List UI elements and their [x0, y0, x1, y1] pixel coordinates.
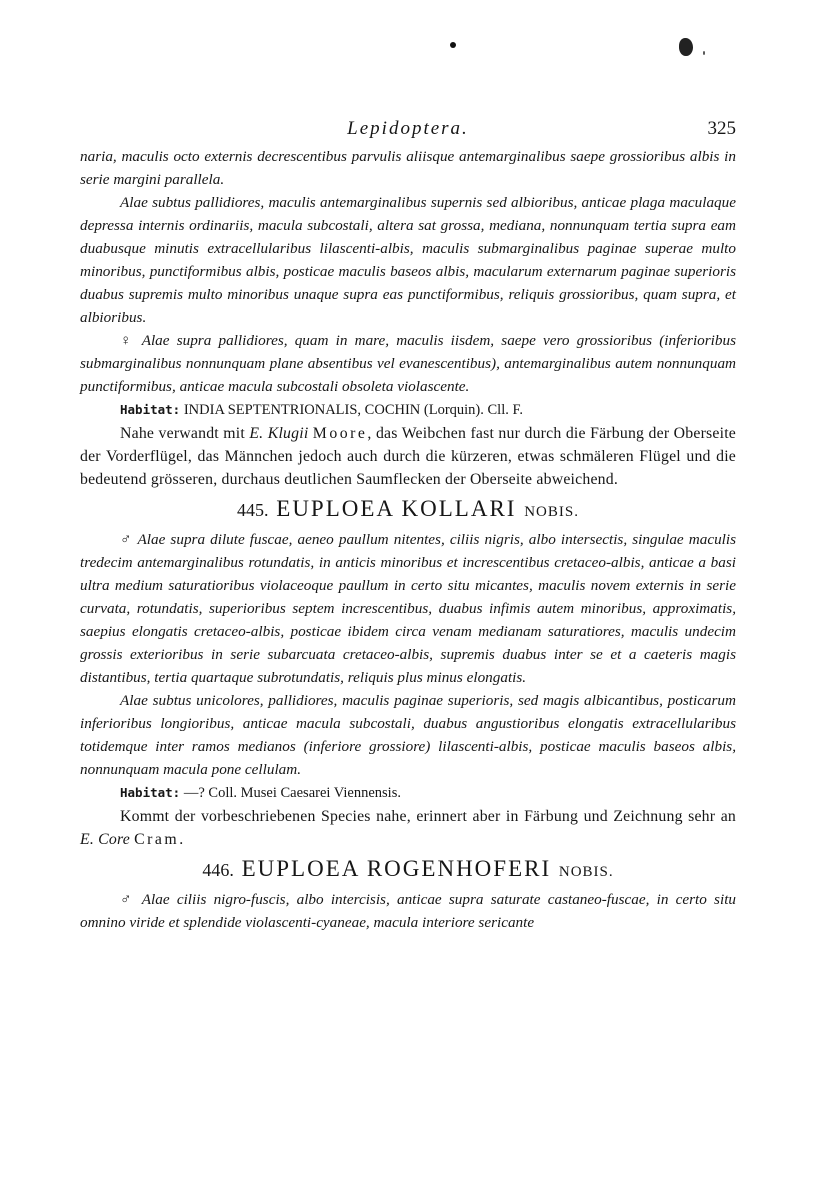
text-body: [80, 145, 736, 934]
species-author: NOBIS.: [524, 504, 579, 520]
species-heading-446: [80, 855, 736, 886]
species-445-underside: Alae subtus unicolores, pallidiores, maculis paginae superioris, sed magis albicantibus, posticarum inferioribus longioribus, anticae macula subcostali, duabus angustioribus elongatis extracellularibus totidemque inter ramos medianos (inferiore grossiore) lilascenti-albis, posticae maculis baseos albis, nonnunquam macula pone cellulam.: [80, 692, 736, 778]
female-symbol: ♀: [120, 332, 135, 349]
male-symbol: ♂: [120, 891, 135, 908]
species-445-upperside: [80, 528, 736, 689]
species-heading-445: [80, 495, 736, 526]
species-author: NOBIS.: [558, 864, 614, 880]
habitat-line-445: [80, 781, 736, 805]
ink-blot: [679, 38, 693, 56]
habitat-line: [80, 398, 736, 422]
species-name: EUPLOEA KOLLARI: [276, 496, 517, 521]
german-text: Kommt der vorbeschriebenen Species nahe, erinnert aber in Färbung und Zeichnung sehr an: [120, 808, 736, 825]
habitat-text: —? Coll. Musei Caesarei Viennensis.: [183, 785, 401, 801]
species-446-upperside: [80, 888, 736, 934]
upperside-text: Alae supra dilute fuscae, aeneo paullum nitentes, ciliis nigris, albo intersectis, singulae maculis tredecim antemarginalibus rotundatis, in anticis minoribus et increscentibus cretaceo-albis, anticae a basi ultra medium saturatioribus violaceoque paullum in certo situ micantes, maculis novem externis in serie curvata, rotundatis, superioribus septem increscentibus, duabus infimis autem minoribus, approximatis, saepius elongatis cretaceo-albis, posticae ibidem circa venam medianam saturatiores, maculis undecim grossis exterioribus in serie subarcuata cretaceo-albis, supremis duabus inter se et a caeteris magis distantibus, tertia quartaque subrotundatis, reliquis plus minus elongatis.: [80, 531, 737, 686]
species-reference: E. Klugii: [249, 425, 309, 442]
ink-spot: [450, 42, 456, 48]
author-reference: Cram.: [134, 831, 186, 848]
running-title: Lepidoptera.: [347, 118, 469, 139]
running-head: [80, 112, 736, 142]
german-note-445: [80, 805, 736, 851]
habitat-text: INDIA SEPTENTRIONALIS, COCHIN (Lorquin). Cll. F.: [183, 402, 524, 418]
page-number: 325: [707, 118, 736, 139]
species-reference: E. Core: [80, 831, 130, 848]
paragraph-continuation: naria, maculis octo externis decrescentibus parvulis aliisque antemarginalibus saepe grossioribus albis in serie margini parallela.: [80, 148, 736, 188]
paragraph-underside: Alae subtus pallidiores, maculis antemarginalibus supernis sed albioribus, anticae plaga maculaque depressa internis ordinariis, macula subcostali, altera sat grossa, mediana, nonnunquam tertia supra eam duabusque minutis extracellularibus lilascenti-albis, maculis submarginalibus paginae superae multo minoribus, punctiformibus albis, posticae maculis baseos albis, macularum externarum paginae superioris duabus supremis multo minoribus unaque supra eas punctiformibus, reliquis grossioribus, quam supra, et albioribus.: [80, 194, 736, 326]
german-text: Nahe verwandt mit: [120, 425, 245, 442]
habitat-label: Habitat:: [120, 402, 181, 417]
male-symbol: ♂: [120, 531, 133, 548]
species-name: EUPLOEA ROGENHOFERI: [241, 856, 552, 881]
habitat-label: Habitat:: [120, 785, 181, 800]
paragraph-female: [80, 329, 736, 398]
german-text-cont: , das Weibchen fast nur durch die Färbung der Oberseite der Vorderflügel, das Männchen jedoch auch durch die kürzeren, etwas schmäleren Flügel und die bedeutend grösseren, durchaus deutlichen Saumflecken der Oberseite abweichend.: [80, 425, 736, 488]
ink-speck: [703, 51, 705, 55]
author-reference: Moore: [312, 425, 368, 442]
species-number: 445.: [237, 500, 269, 520]
species-number: 446.: [202, 860, 234, 880]
german-note: [80, 422, 736, 491]
female-description: Alae supra pallidiores, quam in mare, maculis iisdem, saepe vero grossioribus (inferioribus submarginalibus nonnunquam plane absentibus vel evanescentibus), antemarginalibus autem nonnunquam punctiformibus, anticae macula subcostali obsoleta violascente.: [80, 332, 736, 395]
upperside-text: Alae ciliis nigro-fuscis, albo intercisis, anticae supra saturate castaneo-fuscae, in certo situ omnino viride et splendide violascenti-cyaneae, macula interiore sericante: [80, 891, 737, 931]
